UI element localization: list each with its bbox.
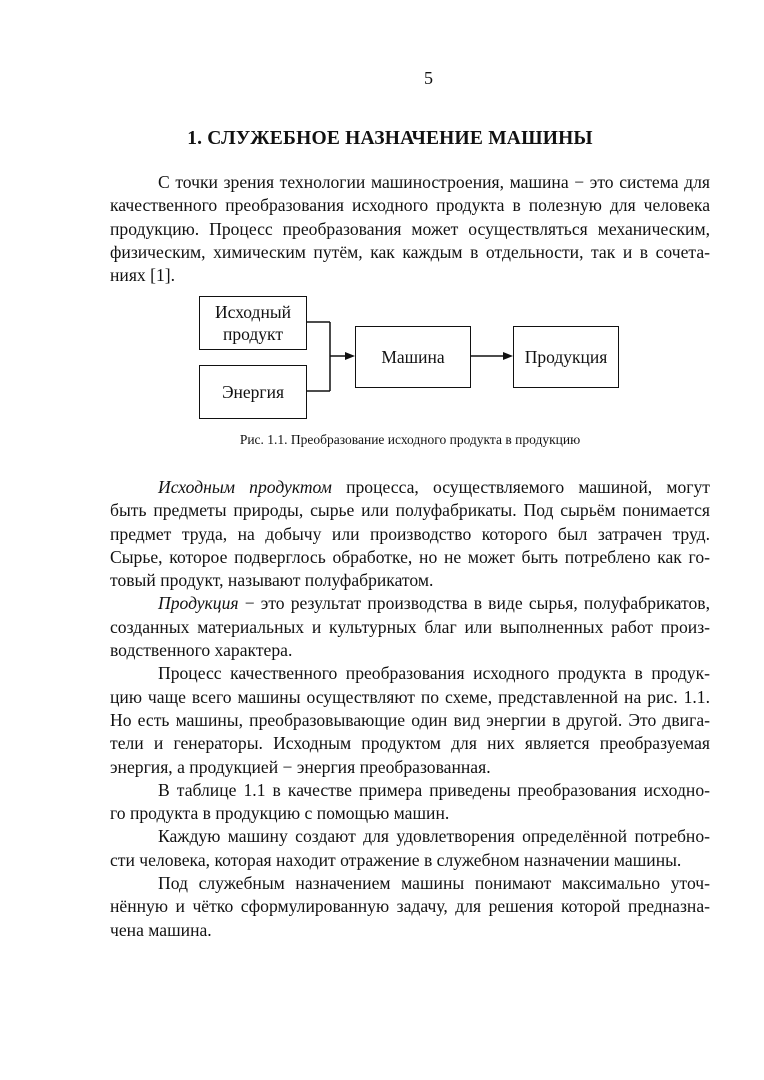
paragraph [110, 662, 710, 778]
page-number: 5 [424, 68, 433, 88]
text-span: водственного характера. [110, 640, 293, 661]
italic-term: Продукция [158, 593, 239, 614]
text-line [110, 662, 710, 685]
paragraph [110, 592, 710, 662]
text-span: созданных материальных и культурных благ или выполненных работ произ- [110, 616, 710, 637]
text-line [110, 849, 710, 872]
text-span: энергия, а продукцией − энергия преобразованная. [110, 756, 491, 777]
arrowhead-icon [345, 352, 355, 360]
chapter-title: 1. СЛУЖЕБНОЕ НАЗНАЧЕНИЕ МАШИНЫ [187, 128, 593, 149]
italic-term: Исходным продуктом [158, 477, 332, 497]
paragraph [110, 872, 710, 942]
text-span: тели и генераторы. Исходным продуктом для них является преобразуемая [110, 733, 710, 754]
text-line [110, 686, 710, 709]
text-span: Но есть машины, преобразовывающие один вид энергии в другой. Это двига- [110, 709, 710, 730]
text-span: сти человека, которая находит отражение в служебном назначении машины. [110, 849, 682, 870]
text-span: Сырье, которое подверглось обработке, но не может быть потреблено как го- [110, 546, 710, 567]
text-span: быть предметы природы, сырье или полуфабрикаты. Под сырьём понимается [110, 500, 710, 521]
paragraph [110, 779, 710, 826]
text-line [110, 779, 710, 802]
text-line [110, 569, 710, 592]
energy-label: Энергия [221, 382, 285, 402]
text-span: Процесс качественного преобразования исходного продукта в продук- [158, 663, 710, 684]
machine-label: Машина [381, 347, 445, 367]
arrowhead-icon [503, 352, 513, 360]
text-span: физическим, химическим путём, как каждым в отдельности, так и в сочета- [110, 241, 710, 262]
text-span: С точки зрения технологии машиностроения, машина − это система для [158, 172, 710, 192]
energy-box [199, 365, 307, 419]
output-label: Продукция [524, 347, 608, 367]
text-span: цию чаще всего машины осуществляют по схеме, представленной на рис. 1.1. [110, 686, 710, 707]
text-span: чена машина. [110, 919, 212, 940]
text-line [110, 802, 710, 825]
text-span: ниях [1]. [110, 265, 176, 286]
text-line [110, 732, 710, 755]
text-line [110, 872, 710, 895]
text-line [110, 756, 710, 779]
text-line [110, 895, 710, 918]
text-line [110, 709, 710, 732]
text-line [110, 825, 710, 848]
text-line [110, 639, 710, 662]
input-product-label: Исходный продукт [215, 302, 291, 344]
text-line [110, 592, 710, 615]
paragraph [110, 476, 710, 592]
text-span: качественного преобразования исходного продукта в полезную для человека [110, 195, 710, 216]
body-text [110, 476, 710, 942]
text-line [110, 476, 710, 499]
input-product-box [199, 296, 307, 350]
text-line [110, 523, 710, 546]
text-span: − это результат производства в виде сырья, полуфабрикатов, [238, 593, 710, 614]
text-span: продукцию. Процесс преобразования может осуществляться механическим, [110, 218, 710, 239]
text-span: процесса, осуществляемого машиной, могут [331, 477, 710, 497]
flow-diagram-connectors [0, 0, 764, 460]
text-line [110, 546, 710, 569]
text-line [110, 919, 710, 942]
machine-box [355, 326, 471, 388]
output-product-box [513, 326, 619, 388]
text-span: товый продукт, называют полуфабрикатом. [110, 570, 434, 591]
text-span: предмет труда, на добычу или производство которого был затрачен труд. [110, 523, 710, 544]
figure-caption: Рис. 1.1. Преобразование исходного продукта в продукцию [239, 432, 581, 447]
text-span: В таблице 1.1 в качестве примера приведены преобразования исходно- [158, 779, 710, 800]
text-line [110, 616, 710, 639]
text-span: Каждую машину создают для удовлетворения определённой потребно- [158, 826, 710, 847]
paragraph [110, 825, 710, 872]
text-span: Под служебным назначением машины понимают максимально уточ- [158, 873, 710, 894]
text-span: нённую и чётко сформулированную задачу, для решения которой предназна- [110, 896, 710, 917]
text-line [110, 499, 710, 522]
text-span: го продукта в продукцию с помощью машин. [110, 803, 450, 824]
